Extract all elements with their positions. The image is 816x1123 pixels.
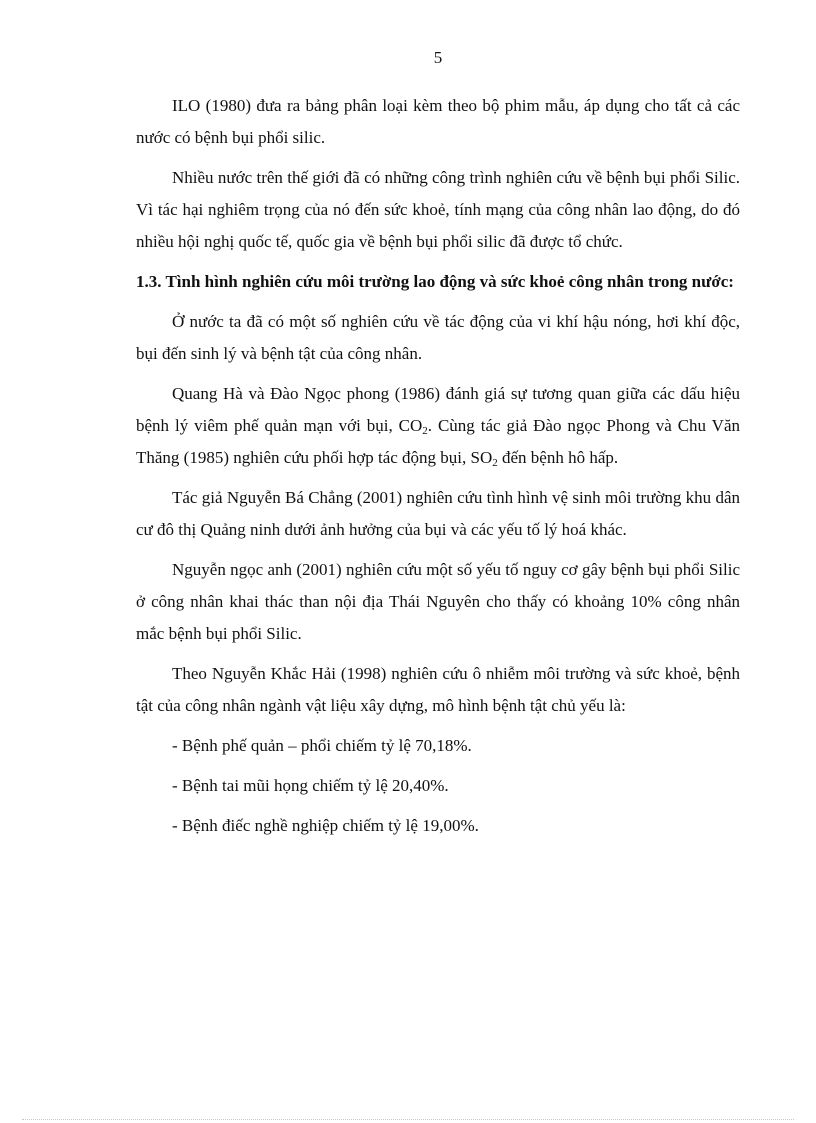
section-heading-1-3: 1.3. Tình hình nghiên cứu môi trường lao động và sức khoẻ công nhân trong nước: (136, 272, 734, 291)
paragraph-nguyen-khac-hai: Theo Nguyễn Khắc Hải (1998) nghiên cứu ô nhiễm môi trường và sức khoẻ, bệnh tật của công nhân ngành vật liệu xây dựng, mô hình bệnh tật chủ yếu là: (136, 664, 740, 715)
list-item-deafness: - Bệnh điếc nghề nghiệp chiếm tỷ lệ 19,00%. (172, 816, 479, 835)
page-number: 5 (433, 48, 443, 67)
list-item-bronchial: - Bệnh phế quản – phổi chiếm tỷ lệ 70,18%. (172, 736, 472, 755)
paragraph-ilo: ILO (1980) đưa ra bảng phân loại kèm theo bộ phim mẫu, áp dụng cho tất cả các nước có bệnh bụi phổi silic. (136, 96, 740, 147)
paragraph-nguyen-ngoc-anh: Nguyễn ngọc anh (2001) nghiên cứu một số yếu tố nguy cơ gây bệnh bụi phổi Silic ở công nhân khai thác than nội địa Thái Nguyên cho thấy có khoảng 10% công nhân mắc bệnh bụi phổi Silic. (136, 560, 740, 643)
co2-subscript: 2 (422, 425, 428, 437)
page-bottom-divider (22, 1119, 794, 1120)
list-item-ent: - Bệnh tai mũi họng chiếm tỷ lệ 20,40%. (172, 776, 449, 795)
paragraph-domestic-research: Ở nước ta đã có một số nghiên cứu về tác động của vi khí hậu nóng, hơi khí độc, bụi đến sinh lý và bệnh tật của công nhân. (136, 312, 740, 363)
paragraph-quang-ha (136, 378, 740, 474)
paragraph-quang-ha-text-1: Quang Hà và Đào Ngọc phong (1986) đánh giá sự tương quan giữa các dấu hiệu bệnh lý viêm phế quản mạn với bụi, CO (136, 384, 740, 435)
paragraph-nguyen-ba-chang: Tác giả Nguyễn Bá Chẳng (2001) nghiên cứu tình hình vệ sinh môi trường khu dân cư đô thị Quảng ninh dưới ảnh hưởng của bụi và các yếu tố lý hoá khác. (136, 488, 740, 539)
paragraph-international-research: Nhiều nước trên thế giới đã có những công trình nghiên cứu về bệnh bụi phổi Silic. Vì tác hại nghiêm trọng của nó đến sức khoẻ, tính mạng của công nhân lao động, do đó nhiều hội nghị quốc tế, quốc gia về bệnh bụi phổi silic đã được tổ chức. (136, 168, 740, 251)
paragraph-quang-ha-text-2: . Cùng tác giả Đào ngọc Phong và Chu Văn Thăng (1985) nghiên cứu phối hợp tác động bụi, SO (136, 416, 740, 467)
paragraph-quang-ha-text-3: đến bệnh hô hấp. (497, 448, 619, 467)
document-body (136, 90, 740, 850)
so2-subscript: 2 (492, 457, 498, 469)
